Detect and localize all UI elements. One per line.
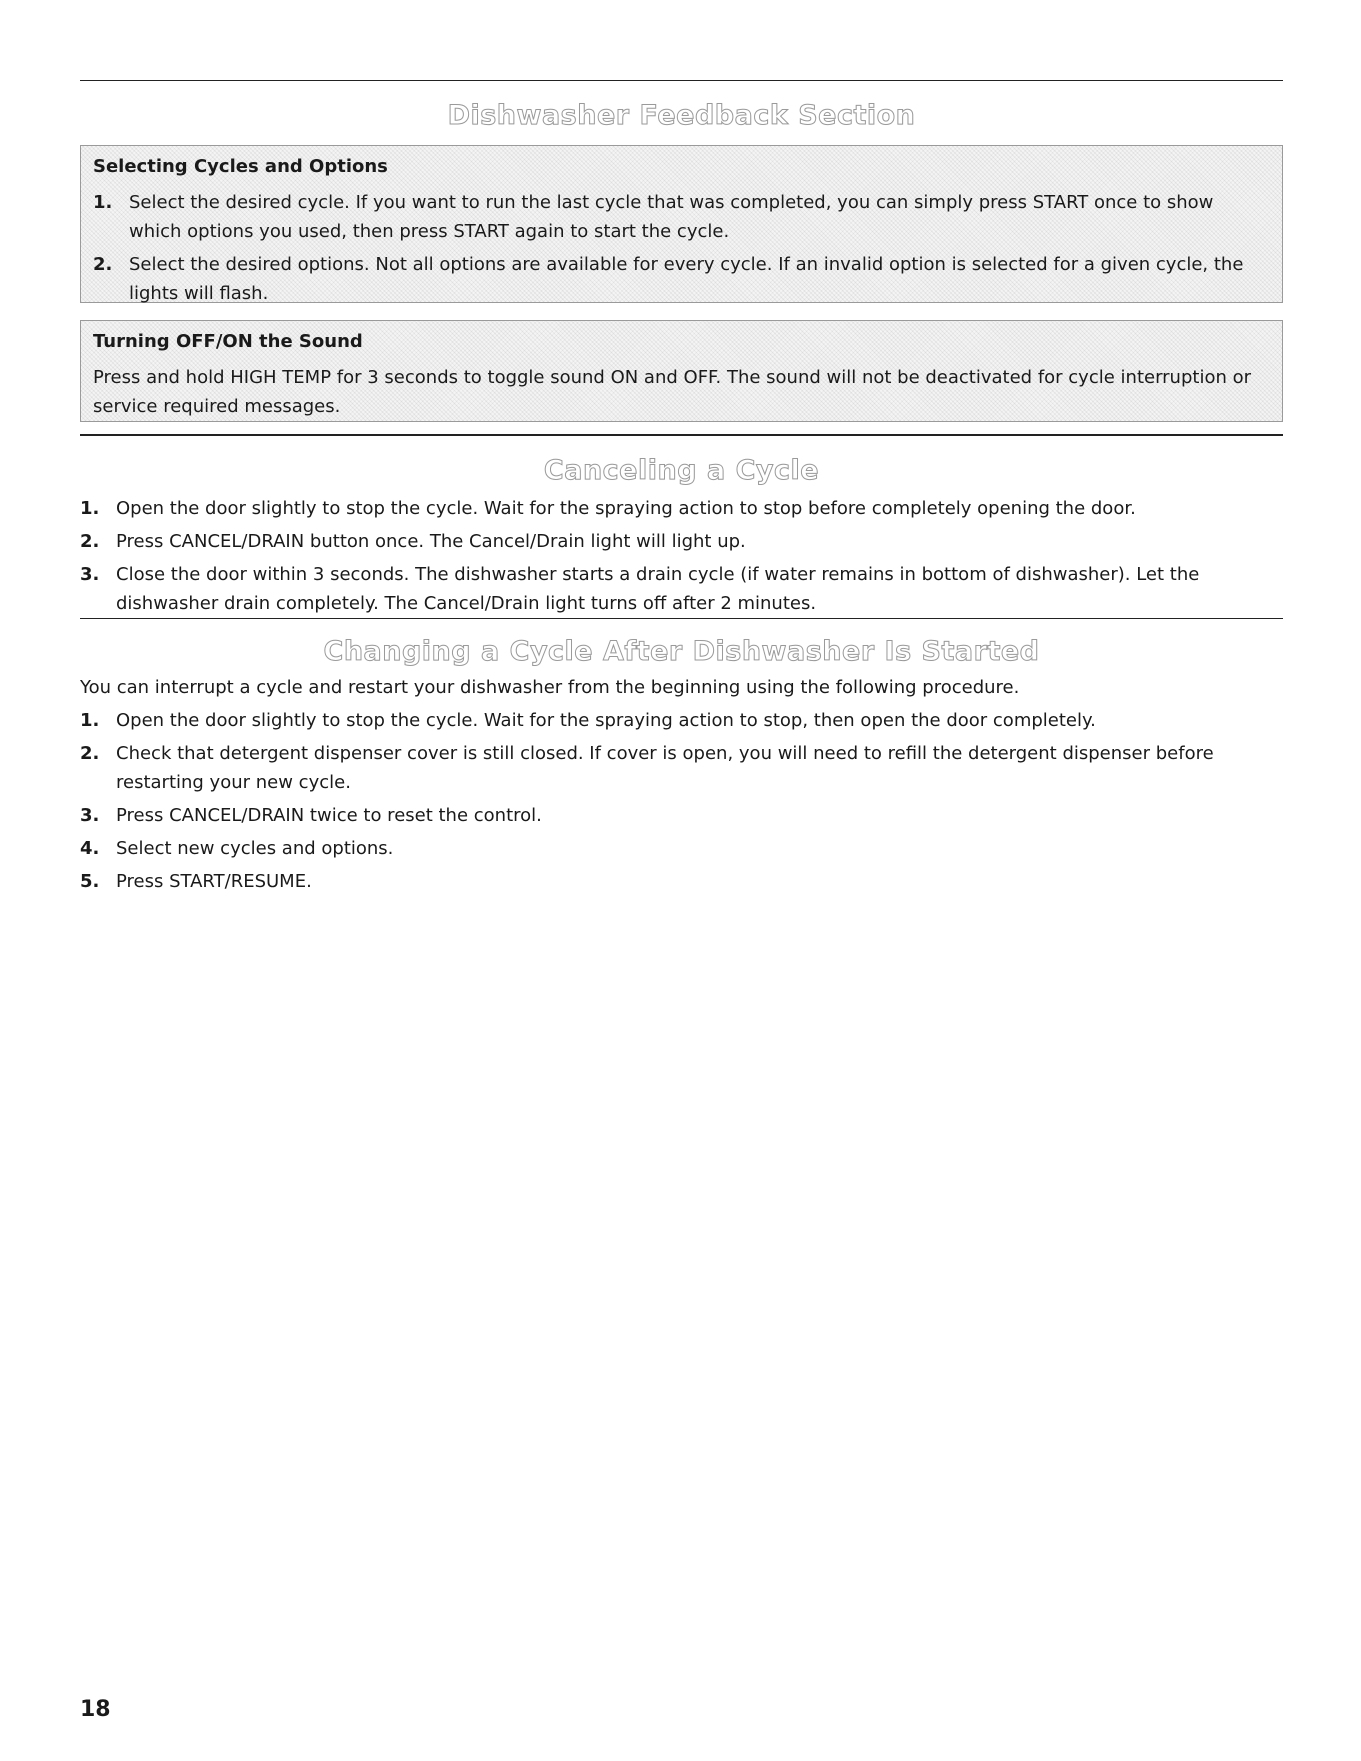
selecting-cycles-steps (93, 188, 1266, 308)
selecting-cycles-heading: Selecting Cycles and Options (93, 156, 388, 177)
canceling-section-title: Canceling a Cycle (543, 455, 820, 486)
list-item (80, 834, 1283, 863)
canceling-steps (80, 494, 1283, 618)
sound-toggle-heading: Turning OFF/ON the Sound (93, 331, 363, 352)
list-item (80, 494, 1283, 523)
step-text: Close the door within 3 seconds. The dishwasher starts a drain cycle (if water remains in bottom of dishwasher). Let the dishwasher drain completely. The Cancel/Drain light turns off after 2 minutes. (116, 564, 1200, 614)
sound-toggle-box (80, 320, 1283, 422)
feedback-section-title: Dishwasher Feedback Section (447, 100, 916, 131)
list-item (80, 801, 1283, 830)
section-rule (80, 618, 1283, 619)
step-number: 1. (80, 710, 100, 731)
changing-intro: You can interrupt a cycle and restart your dishwasher from the beginning using the following procedure. (80, 677, 1020, 698)
top-rule (80, 80, 1283, 81)
step-text: Select the desired cycle. If you want to run the last cycle that was completed, you can simply press START once to show which options you used, then press START again to start the cycle. (129, 192, 1214, 242)
list-item (93, 250, 1266, 308)
step-number: 2. (80, 743, 100, 764)
list-item (80, 706, 1283, 735)
step-number: 2. (80, 531, 100, 552)
section-rule (80, 434, 1283, 436)
step-text: Select the desired options. Not all options are available for every cycle. If an invalid option is selected for a given cycle, the lights will flash. (129, 254, 1244, 304)
step-text: Open the door slightly to stop the cycle. Wait for the spraying action to stop, then open the door completely. (116, 710, 1096, 731)
step-number: 2. (93, 254, 113, 275)
sound-toggle-text: Press and hold HIGH TEMP for 3 seconds to toggle sound ON and OFF. The sound will not be deactivated for cycle interruption or service required messages. (93, 367, 1252, 417)
step-text: Check that detergent dispenser cover is still closed. If cover is open, you will need to refill the detergent dispenser before restarting your new cycle. (116, 743, 1214, 793)
selecting-cycles-box (80, 145, 1283, 303)
step-text: Press START/RESUME. (116, 871, 312, 892)
changing-steps (80, 706, 1283, 896)
changing-steps-block (80, 673, 1283, 900)
list-item (93, 188, 1266, 246)
step-number: 1. (93, 192, 113, 213)
step-number: 3. (80, 805, 100, 826)
list-item (80, 527, 1283, 556)
step-text: Select new cycles and options. (116, 838, 394, 859)
step-number: 1. (80, 498, 100, 519)
step-text: Press CANCEL/DRAIN button once. The Cancel/Drain light will light up. (116, 531, 746, 552)
list-item (80, 867, 1283, 896)
list-item (80, 560, 1283, 618)
canceling-steps-block (80, 494, 1283, 622)
changing-section-title: Changing a Cycle After Dishwasher Is Started (323, 636, 1040, 667)
page-number: 18 (80, 1697, 111, 1722)
step-number: 3. (80, 564, 100, 585)
step-text: Press CANCEL/DRAIN twice to reset the control. (116, 805, 542, 826)
step-number: 5. (80, 871, 100, 892)
step-text: Open the door slightly to stop the cycle. Wait for the spraying action to stop before completely opening the door. (116, 498, 1136, 519)
list-item (80, 739, 1283, 797)
step-number: 4. (80, 838, 100, 859)
